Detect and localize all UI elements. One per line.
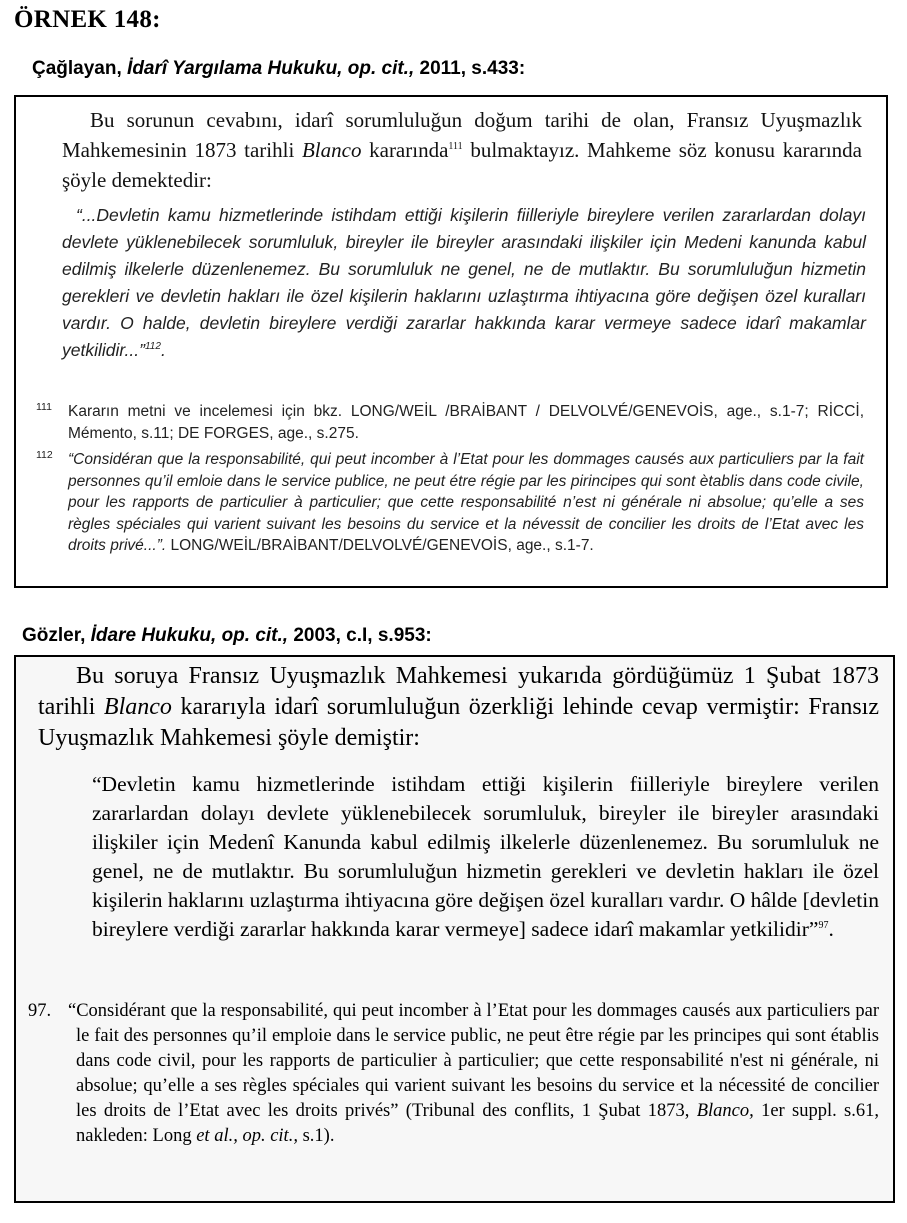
footnote-number: 97.	[28, 1001, 52, 1021]
footnote-italic: Blanco,	[696, 1101, 754, 1121]
footnote-citation: s.1).	[297, 1126, 335, 1146]
paragraph-text: Bu soruya Fransız Uyuşmazlık Mahkemesi yukarıda gördüğümüz 1 Şubat 1873 tarihli	[38, 663, 879, 720]
footnote-citation: LONG/WEİL/BRAİBANT/DELVOLVÉ/GENEVOİS, age., s.1-7.	[166, 537, 594, 554]
footnote-ref: 97	[818, 919, 829, 931]
example-heading: ÖRNEK 148:	[14, 6, 161, 33]
source-details: 2003, c.I, s.953:	[293, 625, 432, 646]
excerpt-paragraph	[38, 661, 879, 754]
footnote-italic: et al., op. cit.,	[196, 1126, 298, 1146]
footnote-ref: 111	[448, 141, 463, 152]
paragraph-italic-case: Blanco	[103, 694, 172, 720]
excerpt-box-gozler	[14, 655, 895, 1203]
footnote-citation: 1er suppl. s.61, nakleden: Long	[76, 1101, 879, 1146]
source-author: Çağlayan,	[32, 58, 122, 79]
excerpt-quote: “...Devletin kamu hizmetlerinde istihdam ettiği kişilerin fiilleriyle bireylere verilen zararlardan dolayı devlete yüklenebilecek sorumluluk, bireyler ile bireyler arasındaki ilişkiler için Medeni kanunda kabul edilmiş ilkelerle düzenlenemez. Bu sorumluluk ne genel, ne de mutlaktır. Bu sorumluluğun hizmetin gerekleri ve devletin hakları ile özel kişilerin haklarını uzlaştırma ihtiyacına göre değişen özel kuralları vardır. O halde, devletin bireylere verdiği zararlar hakkında karar vermeye sadece idarî makamlar yetkilidir...”$^{112}$.	[62, 205, 866, 360]
footnote-italic-quote: “Considéran que la responsabilité, qui peut incomber à l’Etat pour les dommages causés aux particuliers par la fait personnes qu’il emloie dans le service publice, ne peut étre régie par les pirincipes qui sont ètablis dans code civile, pour les rapports de particulier à particulier; que cette responsabilité n’est ni générale ni absolue; qu’elle a ses règles spéciales qui varient suivant les besoins du service et la névessit de concilier les droits de l’Etat avec les droits privé...”.	[68, 451, 864, 554]
footnote-111	[36, 401, 864, 444]
footnote-number: 112	[36, 449, 53, 461]
excerpt-paragraph	[62, 105, 862, 195]
footnote-text	[68, 999, 879, 1149]
excerpt-quote: “Devletin kamu hizmetlerinde istihdam ettiği kişilerin fiilleriyle bireylere verilen zararlardan dolayı devlete yüklenebilecek sorumluluk, bireyler ile bireyler arasındaki ilişkiler için Medenî Kanunda kabul edilmiş ilkelerle düzenlenemez. Bu sorumluluk ne genel, ne de mutlaktır. Bu sorumluluğun hizmetin gerekleri ve devletin hakları ile özel kişilerin haklarını uzlaştırma ihtiyacına göre değişen özel kuralları vardır. O hâlde [devletin bireylere verdiği zararlar hakkında karar vermeye] sadece idarî makamlar yetkilidir”$^{97}$.	[92, 772, 879, 941]
footnote-97	[28, 999, 879, 1149]
quote-text: “Devletin kamu hizmetlerinde istihdam ettiği kişilerin fiilleriyle bireylere verilen zararlardan dolayı devlete yüklenebilecek sorumluluk, bireyler ile bireyler arasındaki ilişkiler için Medenî Kanunda kabul edilmiş ilkelerle düzenlenemez. Bu sorumluluk ne genel, ne de mutlaktır. Bu sorumluluğun hizmetin gerekleri ve devletin hakları ile özel kişilerin haklarını uzlaştırma ihtiyacına göre değişen özel kuralları vardır. O hâlde [devletin bireylere verdiği zararlar hakkında karar vermeye] sadece idarî makamlar yetkilidir”	[92, 772, 879, 941]
footnote-ref: 112	[144, 341, 161, 353]
paragraph-text: Bu sorunun cevabını, idarî sorumluluğun doğum tarihi de olan, Fransız Uyuşmazlık Mahkemesinin 1873 tarihli	[62, 108, 862, 162]
footnote-text	[68, 449, 864, 557]
footnote-quote: “Considérant que la responsabilité, qui peut incomber à l’Etat pour les dommages causés aux particuliers par le fait des personnes qu’il emploie dans le service public, ne peut être régie par les principes qui sont établis dans code civil, pour les rapports de particulier à particulier; que cette responsabilité n'est ni générale, ni absolue; qu’elle a ses règles spéciales qui varient suivant les besoins du service et la nécessité de concilier les droits de l’Etat avec les droits privés” (Tribunal des conflits, 1 Şubat 1873,	[68, 1001, 879, 1121]
footnote-112	[36, 449, 864, 557]
source-title: İdarî Yargılama Hukuku, op. cit.,	[127, 58, 415, 79]
source-citation-2	[22, 625, 432, 647]
quote-text: “...Devletin kamu hizmetlerinde istihdam ettiği kişilerin fiilleriyle bireylere verilen zararlardan dolayı devlete yüklenebilecek sorumluluk, bireyler ile bireyler arasındaki ilişkiler için Medeni kanunda kabul edilmiş ilkelerle düzenlenemez. Bu sorumluluk ne genel, ne de mutlaktır. Bu sorumluluğun hizmetin gerekleri ve devletin hakları ile özel kişilerin haklarını uzlaştırma ihtiyacına göre değişen özel kuralları vardır. O halde, devletin bireylere verdiği zararlar hakkında karar vermeye sadece idarî makamlar yetkilidir...”	[62, 205, 866, 360]
source-author: Gözler,	[22, 625, 86, 646]
paragraph-text: kararında	[361, 138, 449, 162]
source-details: 2011, s.433:	[419, 58, 526, 79]
footnote-number: 111	[36, 401, 52, 413]
paragraph-italic-case: Blanco	[301, 138, 362, 162]
source-title: İdare Hukuku, op. cit.,	[90, 625, 289, 646]
paragraph-text: kararıyla idarî sorumluluğun özerkliği lehinde cevap vermiştir: Fransız Uyuşmazlık Mahkemesi şöyle demiştir:	[38, 694, 879, 751]
paragraph-text: bulmaktayız. Mahkeme söz konusu kararında şöyle demektedir:	[62, 138, 862, 192]
source-citation-1	[32, 58, 525, 80]
footnote-text: Kararın metni ve incelemesi için bkz. LONG/WEİL /BRAİBANT / DELVOLVÉ/GENEVOİS, age., s.1-7; RİCCİ, Mémento, s.11; DE FORGES, age., s.275.	[68, 403, 864, 442]
excerpt-box-caglayan	[14, 95, 888, 588]
